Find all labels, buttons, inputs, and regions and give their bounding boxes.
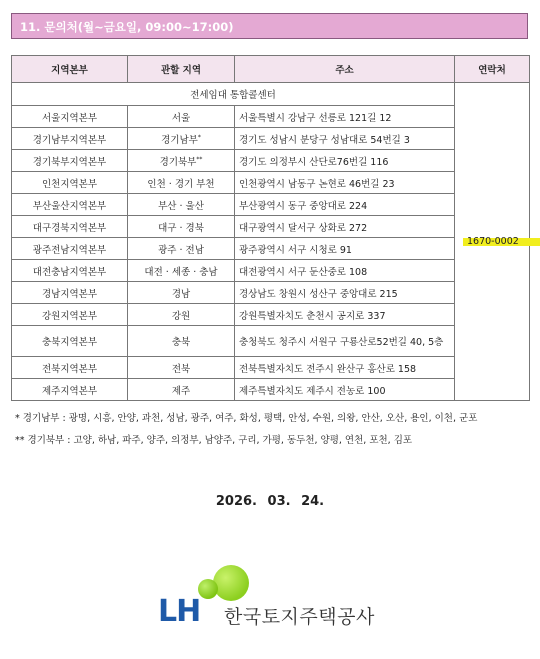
contact-number: 1670-0002 [467, 236, 519, 247]
table-row [12, 128, 530, 150]
logo-green-circle-icon [213, 565, 249, 601]
logo-mark: LH [158, 594, 201, 629]
address-cell: 대전광역시 서구 둔산중로 108 [235, 260, 455, 282]
address-cell: 경기도 의정부시 산단로76번길 116 [235, 150, 455, 172]
address-cell: 부산광역시 동구 중앙대로 224 [235, 194, 455, 216]
col-header-address: 주소 [235, 56, 455, 83]
area-text: 경기북부 [159, 156, 197, 168]
table-row [12, 194, 530, 216]
address-cell: 강원특별자치도 춘천시 공지로 337 [235, 304, 455, 326]
contact-table [11, 55, 530, 401]
address-cell: 제주특별자치도 제주시 전농로 100 [235, 379, 455, 401]
address-cell: 대구광역시 달서구 상화로 272 [235, 216, 455, 238]
address-cell: 인천광역시 남동구 논현로 46번길 23 [235, 172, 455, 194]
area-cell: 대전 · 세종 · 충남 [128, 260, 235, 282]
logo-small-green-circle-icon [198, 579, 218, 599]
table-row [12, 150, 530, 172]
lh-logo [158, 565, 388, 635]
table-row [12, 238, 530, 260]
table-row [12, 379, 530, 401]
section-title: 11. 문의처(월~금요일, 09:00~17:00) [20, 20, 234, 34]
area-cell [128, 150, 235, 172]
area-cell [128, 128, 235, 150]
logo-company-name: 한국토지주택공사 [224, 606, 375, 628]
region-cell: 강원지역본부 [12, 304, 128, 326]
region-cell: 인천지역본부 [12, 172, 128, 194]
table-row [12, 282, 530, 304]
table-row [12, 326, 530, 357]
region-cell: 경기북부지역본부 [12, 150, 128, 172]
area-cell: 서울 [128, 106, 235, 128]
area-cell: 광주 · 전남 [128, 238, 235, 260]
table-row [12, 83, 530, 106]
table-row [12, 260, 530, 282]
table-row [12, 106, 530, 128]
area-cell: 제주 [128, 379, 235, 401]
region-cell: 부산울산지역본부 [12, 194, 128, 216]
document-date: 2026. 03. 24. [215, 494, 325, 509]
footnote-mark: * [197, 133, 201, 141]
section-header [11, 13, 528, 39]
table-row [12, 357, 530, 379]
region-cell: 광주전남지역본부 [12, 238, 128, 260]
table-header-row [12, 56, 530, 83]
call-center-label: 전세임대 통합콜센터 [12, 83, 455, 106]
area-cell: 부산 · 울산 [128, 194, 235, 216]
table-row [12, 216, 530, 238]
col-header-area: 관할 지역 [128, 56, 235, 83]
footnote-mark: ** [196, 155, 203, 163]
address-cell: 서울특별시 강남구 선릉로 121길 12 [235, 106, 455, 128]
region-cell: 제주지역본부 [12, 379, 128, 401]
area-cell: 충북 [128, 326, 235, 357]
area-cell: 전북 [128, 357, 235, 379]
address-cell: 충청북도 청주시 서원구 구룡산로52번길 40, 5층 [235, 326, 455, 357]
col-header-region: 지역본부 [12, 56, 128, 83]
region-cell: 경기남부지역본부 [12, 128, 128, 150]
area-cell: 인천 · 경기 부천 [128, 172, 235, 194]
address-cell: 광주광역시 서구 시청로 91 [235, 238, 455, 260]
region-cell: 충북지역본부 [12, 326, 128, 357]
region-cell: 대구경북지역본부 [12, 216, 128, 238]
area-cell: 경남 [128, 282, 235, 304]
area-text: 경기남부 [161, 134, 198, 146]
footnote-south: * 경기남부 : 광명, 시흥, 안양, 과천, 성남, 광주, 여주, 화성, 평택, 안성, 수원, 의왕, 안산, 오산, 용인, 이천, 군포 [15, 413, 478, 424]
address-cell: 경상남도 창원시 성산구 중앙대로 215 [235, 282, 455, 304]
contact-cell [455, 83, 530, 401]
table-row [12, 172, 530, 194]
region-cell: 대전충남지역본부 [12, 260, 128, 282]
table-row [12, 304, 530, 326]
area-cell: 대구 · 경북 [128, 216, 235, 238]
region-cell: 전북지역본부 [12, 357, 128, 379]
region-cell: 서울지역본부 [12, 106, 128, 128]
area-cell: 강원 [128, 304, 235, 326]
address-cell: 전북특별자치도 전주시 완산구 홍산로 158 [235, 357, 455, 379]
col-header-contact: 연락처 [455, 56, 530, 83]
region-cell: 경남지역본부 [12, 282, 128, 304]
address-cell: 경기도 성남시 분당구 성남대로 54번길 3 [235, 128, 455, 150]
footnote-north: ** 경기북부 : 고양, 하남, 파주, 양주, 의정부, 남양주, 구리, 가평, 동두천, 양평, 연천, 포천, 김포 [15, 435, 413, 446]
